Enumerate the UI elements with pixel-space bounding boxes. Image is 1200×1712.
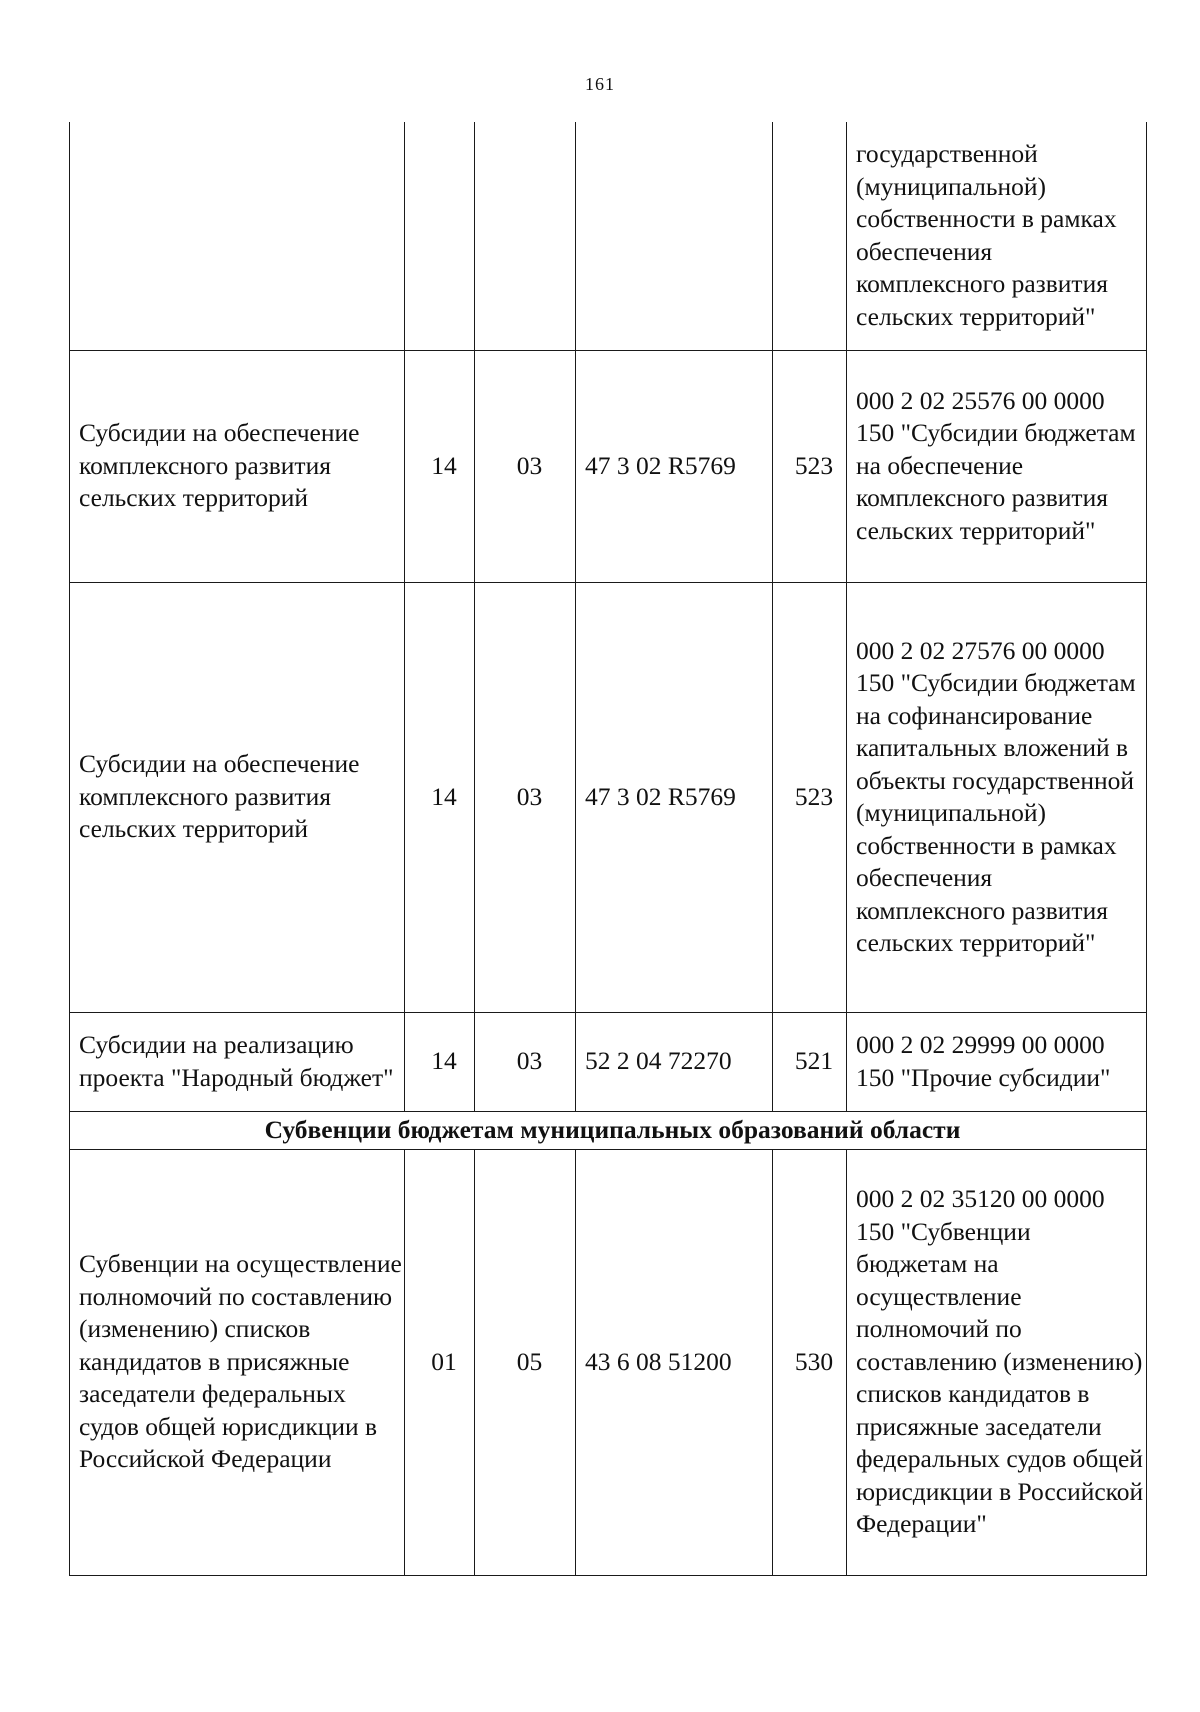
expense-type-cell: 530 (773, 1149, 847, 1575)
description-cell: Субвенции на осуществление полномочий по составлению (изменению) списков кандидатов в присяжные заседатели федеральных судов общей юрисдикции в Российской Федерации (70, 1149, 405, 1575)
section-cell: 14 (405, 1012, 475, 1111)
expense-type-cell: 521 (773, 1012, 847, 1111)
subsection-cell: 03 (475, 582, 576, 1012)
target-article-cell: 47 3 02 R5769 (576, 582, 773, 1012)
revenue-code-cell: государственной (муниципальной) собственности в рамках обеспечения комплексного развития сельских территорий" (847, 122, 1147, 350)
page-number: 161 (585, 74, 615, 94)
subsection-cell: 03 (475, 1012, 576, 1111)
expense-type-cell: 523 (773, 350, 847, 582)
description-cell (70, 122, 405, 350)
table-row (70, 350, 1147, 582)
description-cell: Субсидии на реализацию проекта "Народный бюджет" (70, 1012, 405, 1111)
target-article-cell: 43 6 08 51200 (576, 1149, 773, 1575)
target-article-cell: 52 2 04 72270 (576, 1012, 773, 1111)
budget-table (69, 122, 1147, 1576)
revenue-code-cell: 000 2 02 29999 00 0000 150 "Прочие субсидии" (847, 1012, 1147, 1111)
section-cell: 14 (405, 582, 475, 1012)
section-cell (405, 122, 475, 350)
revenue-code-cell: 000 2 02 35120 00 0000 150 "Субвенции бюджетам на осуществление полномочий по составлению (изменению) списков кандидатов в присяжные заседатели федеральных судов общей юрисдикции в Российской Федерации" (847, 1149, 1147, 1575)
table-row (70, 122, 1147, 350)
description-cell: Субсидии на обеспечение комплексного развития сельских территорий (70, 582, 405, 1012)
table-row (70, 1012, 1147, 1111)
section-cell: 14 (405, 350, 475, 582)
revenue-code-cell: 000 2 02 25576 00 0000 150 "Субсидии бюджетам на обеспечение комплексного развития сельских территорий" (847, 350, 1147, 582)
section-cell: 01 (405, 1149, 475, 1575)
revenue-code-cell: 000 2 02 27576 00 0000 150 "Субсидии бюджетам на софинансирование капитальных вложений в объекты государственной (муниципальной) собственности в рамках обеспечения комплексного развития сельских территорий" (847, 582, 1147, 1012)
target-article-cell: 47 3 02 R5769 (576, 350, 773, 582)
section-header-row (70, 1111, 1147, 1149)
subsection-cell: 05 (475, 1149, 576, 1575)
description-cell: Субсидии на обеспечение комплексного развития сельских территорий (70, 350, 405, 582)
subsection-cell: 03 (475, 350, 576, 582)
table-row (70, 1149, 1147, 1575)
subsection-cell (475, 122, 576, 350)
expense-type-cell (773, 122, 847, 350)
table-row (70, 582, 1147, 1012)
target-article-cell (576, 122, 773, 350)
section-header: Субвенции бюджетам муниципальных образований области (70, 1111, 1147, 1149)
expense-type-cell: 523 (773, 582, 847, 1012)
